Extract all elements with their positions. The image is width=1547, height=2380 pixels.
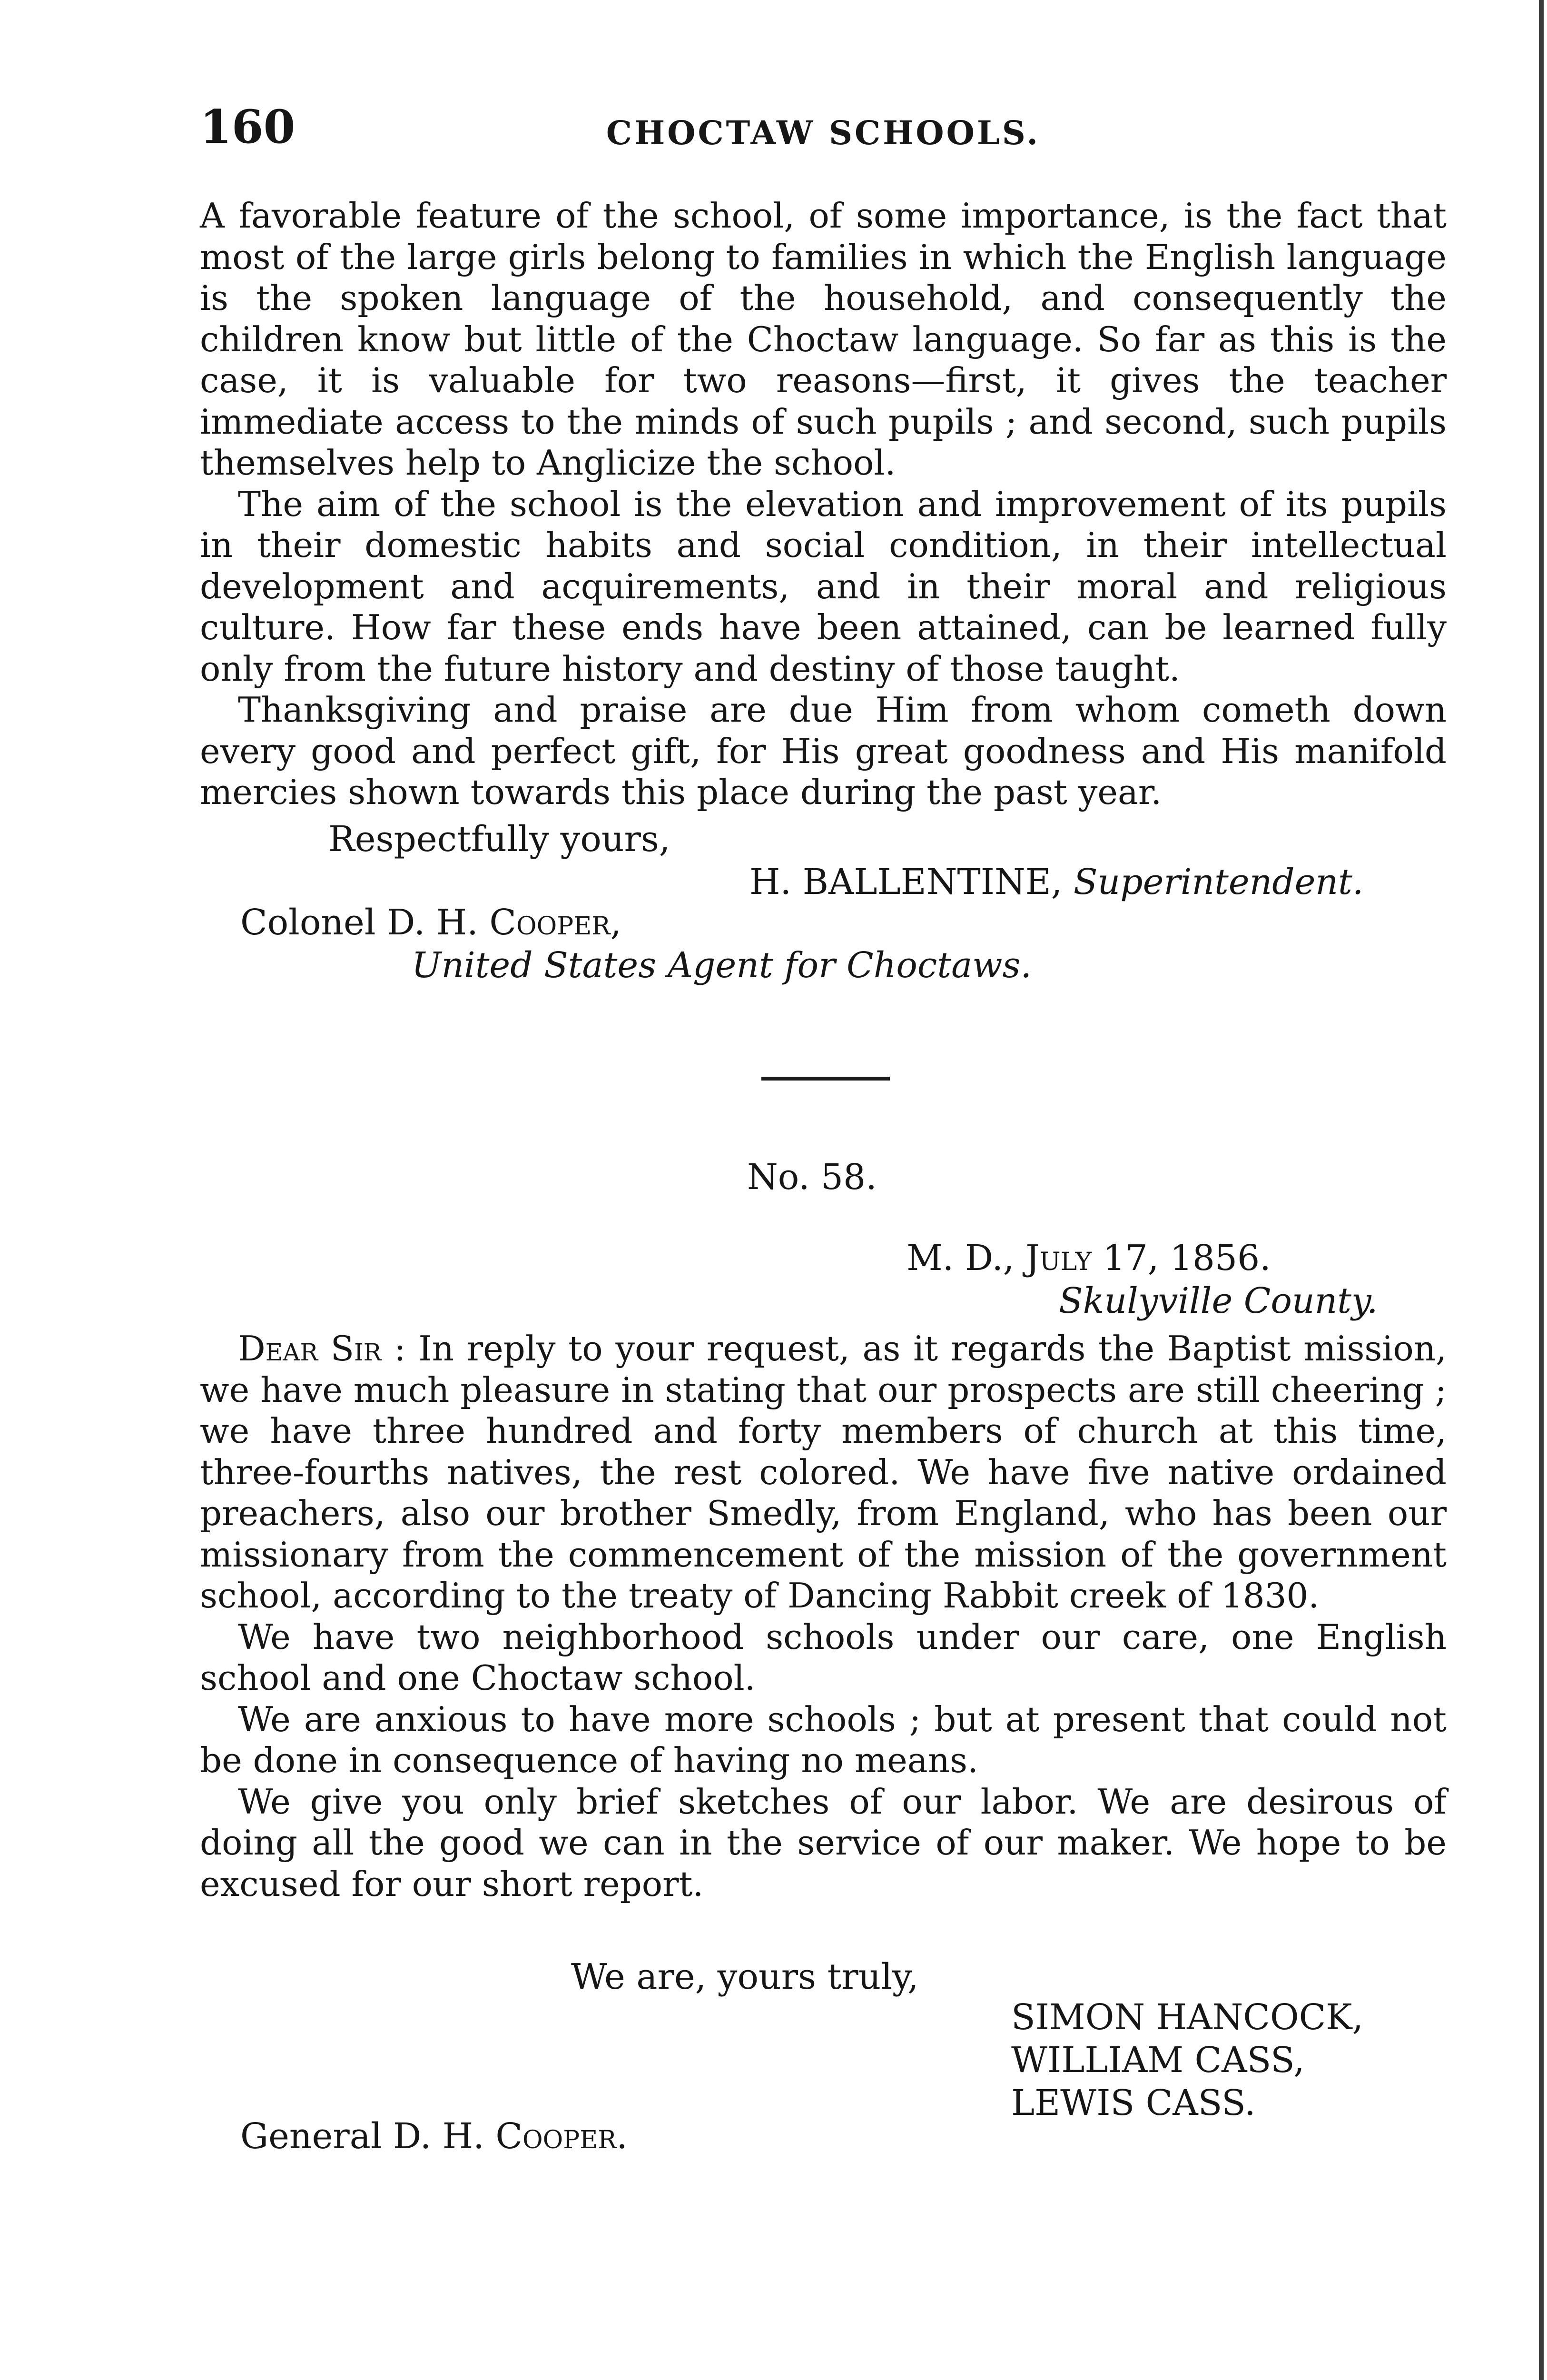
letter-2-dateline: M. D., July 17, 1856. — [907, 1238, 1271, 1279]
salutation: Dear Sir — [238, 1329, 382, 1368]
signer-name: SIMON HANCOCK, — [1011, 1997, 1364, 2038]
letter-1-signature — [749, 862, 1363, 902]
letter-1-addressee: Colonel D. H. Cooper, — [240, 902, 621, 943]
running-title: CHOCTAW SCHOOLS. — [606, 114, 1041, 152]
paragraph: Thanksgiving and praise are due Him from whom cometh down every good and perfect gift, for His great goodness and His manifold mercies shown towards this place during the past year. — [200, 690, 1447, 812]
letter-1-body — [200, 195, 1447, 813]
paragraph: The aim of the school is the elevation and improvement of its pupils in their domestic habits and social condition, in their intellectual development and acquirements, and in their moral and religious culture. How far these ends have been attained, can be learned fully only from the future history and destiny of those taught. — [200, 484, 1447, 689]
scan-edge-right — [1539, 0, 1544, 2380]
paragraph: A favorable feature of the school, of some importance, is the fact that most of the large girls belong to families in which the English language is the spoken language of the household, and consequently the children know but little of the Choctaw language. So far as this is the case, it is valuable for two reasons—first, it gives the teacher immediate access to the minds of such pupils ; and second, such pupils themselves help to Anglicize the school. — [200, 196, 1447, 483]
signer-title: Superintendent. — [1073, 862, 1364, 902]
letter-2-number: No. 58. — [747, 1157, 877, 1198]
letter-1-closing: Respectfully yours, — [328, 819, 670, 860]
signer-name: LEWIS CASS. — [1011, 2082, 1256, 2123]
letter-2-addressee: General D. H. Cooper. — [240, 2116, 628, 2157]
letter-2-body — [200, 1328, 1447, 1904]
letter-1-addressee-office: United States Agent for Choctaws. — [412, 945, 1032, 986]
signer-name: H. BALLENTINE, — [749, 862, 1063, 902]
section-divider — [761, 1077, 890, 1081]
letter-2-closing: We are, yours truly, — [571, 1956, 919, 1997]
paragraph: We have two neighborhood schools under our care, one English school and one Choctaw school. — [200, 1616, 1447, 1698]
page-number: 160 — [200, 100, 296, 154]
page-header — [200, 100, 1447, 157]
paragraph: We give you only brief sketches of our labor. We are desirous of doing all the good we can in the service of our maker. We hope to be excused for our short report. — [200, 1781, 1447, 1904]
paragraph: Dear Sir : In reply to your request, as it regards the Baptist mission, we have much pleasure in stating that our prospects are still cheering ; we have three hundred and forty members of church at this time, three-fourths natives, the rest colored. We have five native ordained preachers, also our brother Smedly, from England, who has been our missionary from the commencement of the mission of the government school, according to the treaty of Dancing Rabbit creek of 1830. — [200, 1329, 1447, 1616]
paragraph: We are anxious to have more schools ; but at present that could not be done in consequence of having no means. — [200, 1699, 1447, 1780]
letter-2-county: Skulyville County. — [1059, 1280, 1378, 1321]
signer-name: WILLIAM CASS, — [1011, 2040, 1305, 2081]
